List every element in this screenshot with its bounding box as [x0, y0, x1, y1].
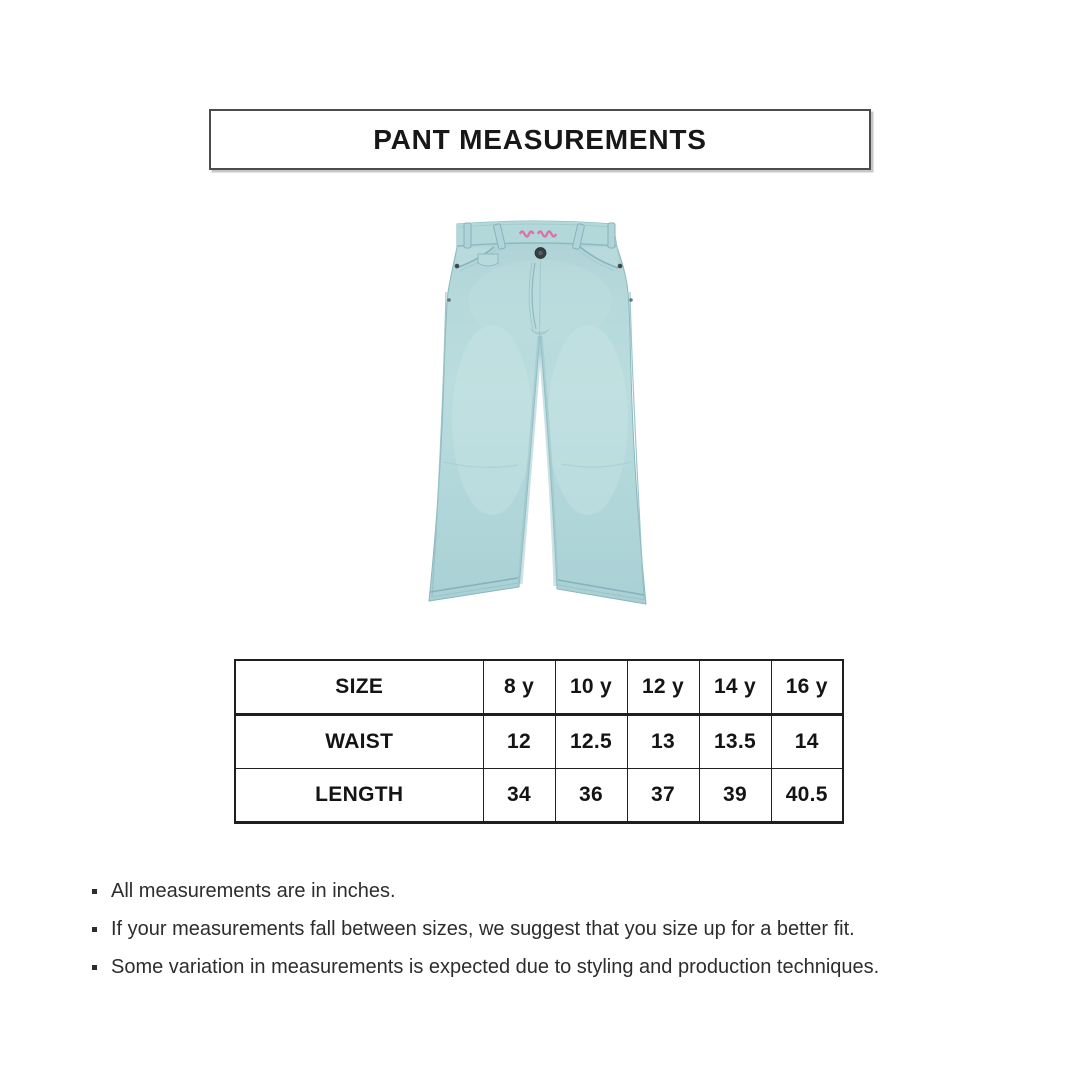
notes-list [92, 881, 1052, 995]
size-table-row-waist [235, 715, 843, 769]
bullet-square-icon [92, 965, 97, 970]
size-table-header-cell: 14 y [699, 660, 771, 715]
size-table-header-cell: 8 y [483, 660, 555, 715]
size-table-cell: 37 [627, 769, 699, 823]
size-table-cell: 36 [555, 769, 627, 823]
jeans-graphic [420, 210, 660, 615]
note-text: Some variation in measurements is expected due to styling and production techniques. [111, 956, 880, 978]
note-item [92, 919, 1052, 940]
size-table-cell: 13 [627, 715, 699, 769]
coin-pocket [478, 254, 498, 266]
size-table [234, 659, 844, 824]
size-table-header-cell: 12 y [627, 660, 699, 715]
size-table-cell: 40.5 [771, 769, 843, 823]
size-table-cell: 14 [771, 715, 843, 769]
size-table-header-row [235, 660, 843, 715]
size-table-cell: 39 [699, 769, 771, 823]
size-table-header-cell: 16 y [771, 660, 843, 715]
size-table-cell: 13.5 [699, 715, 771, 769]
size-table-header-cell: 10 y [555, 660, 627, 715]
size-table-row-label: LENGTH [235, 769, 483, 823]
jeans-product-image [420, 210, 660, 615]
size-table-cell: 12 [483, 715, 555, 769]
size-table-row-length [235, 769, 843, 823]
size-table-cell: 34 [483, 769, 555, 823]
page-title: PANT MEASUREMENTS [373, 123, 707, 155]
note-item [92, 957, 1052, 978]
size-table-header-cell: SIZE [235, 660, 483, 715]
bullet-square-icon [92, 927, 97, 932]
size-table-row-label: WAIST [235, 715, 483, 769]
size-table-cell: 12.5 [555, 715, 627, 769]
title-box [209, 109, 871, 170]
note-text: If your measurements fall between sizes, we suggest that you size up for a better fit. [111, 918, 855, 940]
note-item [92, 881, 1052, 902]
bullet-square-icon [92, 889, 97, 894]
note-text: All measurements are in inches. [111, 880, 396, 902]
